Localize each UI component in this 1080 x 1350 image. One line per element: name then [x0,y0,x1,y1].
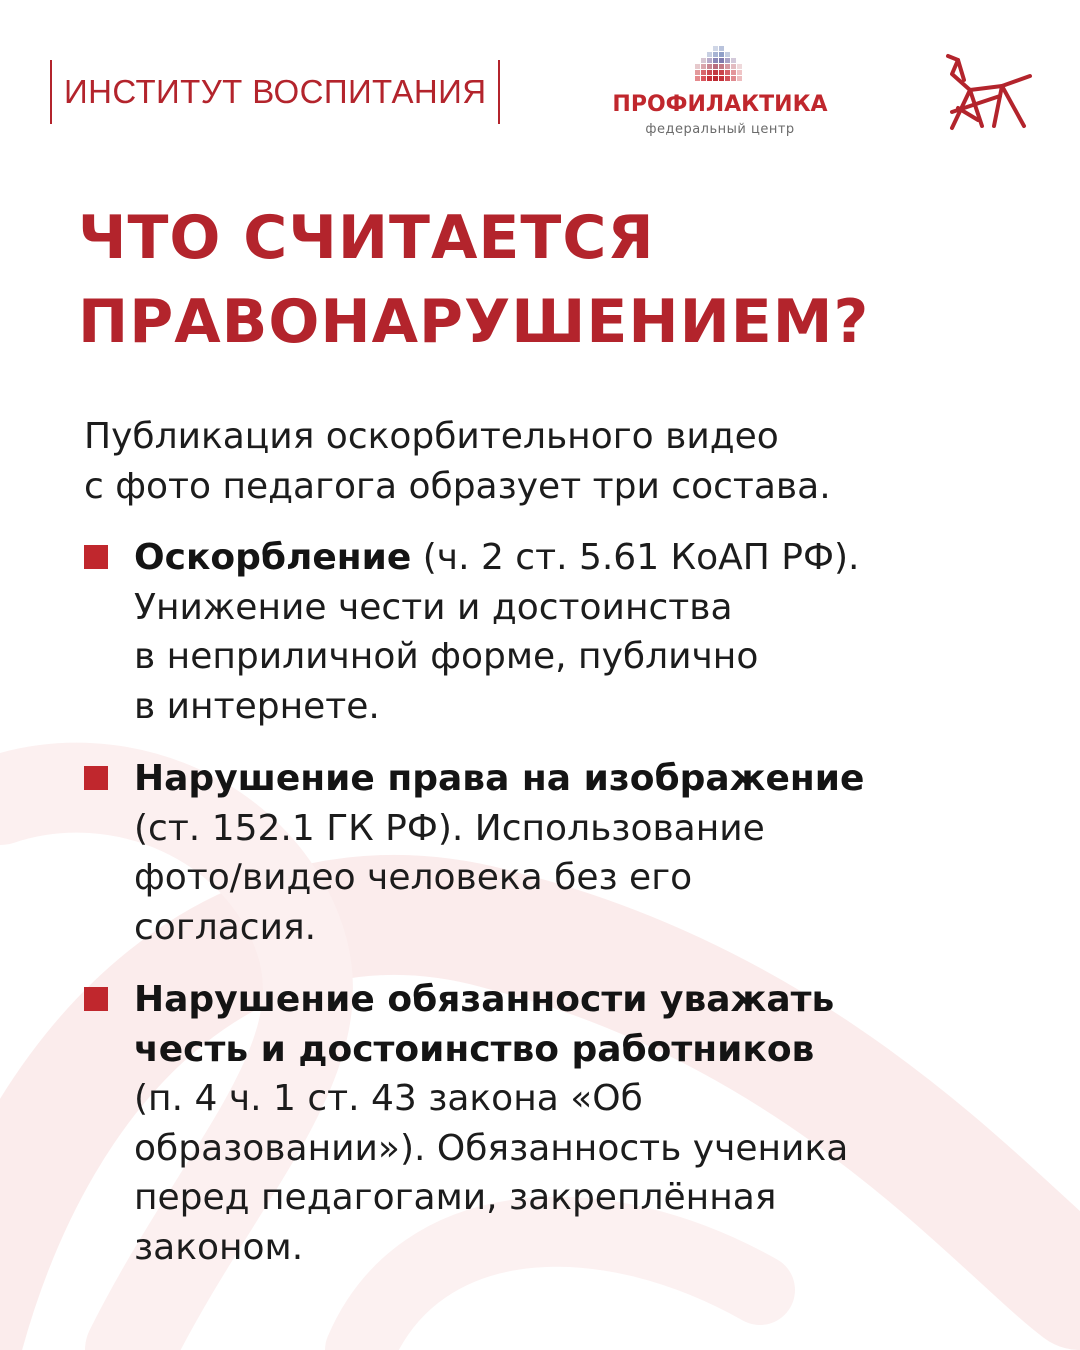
offense-item-text-line: в неприличной форме, публично [134,636,759,677]
page-title-line-2: ПРАВОНАРУШЕНИЕМ? [78,287,870,357]
offense-item-insult [84,533,984,731]
profilaktika-logo-subtitle: федеральный центр [645,122,795,137]
offense-item-heading: Оскорбление [134,537,412,578]
intro-text [84,412,1004,512]
square-bullet-icon [84,545,108,569]
offense-item-heading-line-2: честь и достоинство работников [134,1028,815,1070]
offense-item-text-line: образовании»). Обязанность ученика [134,1127,849,1169]
page-title-line-1: ЧТО СЧИТАЕТСЯ [78,203,655,273]
offense-item-respect-duty [84,975,984,1272]
horse-logo-icon [938,50,1038,134]
offense-item-text-line: (ст. 152.1 ГК РФ). Использование [134,807,765,849]
intro-line-2: с фото педагога образует три состава. [84,466,831,507]
offense-item-heading: Нарушение права на изображение [134,758,865,799]
offense-item-text-line: законом. [134,1226,304,1268]
institute-logo-text: ИНСТИТУТ ВОСПИТАНИЯ [50,60,500,124]
offense-list [84,533,984,1295]
offense-item-text-line: фото/видео человека без его [134,857,693,898]
offense-item-text-line: согласия. [134,906,317,948]
page-title [78,196,1038,364]
offense-item-text-line: в интернете. [134,685,380,727]
offense-item-heading-line [134,533,984,583]
offense-item-reference: (ч. 2 ст. 5.61 КоАП РФ). [411,537,860,578]
square-bullet-icon [84,987,108,1011]
offense-item-text-line: Унижение чести и достоинства [134,586,733,628]
profilaktika-logo-name: ПРОФИЛАКТИКА [612,92,828,117]
pixel-grid-logo-icon [693,46,743,84]
profilaktika-logo [600,44,840,144]
offense-item-text-line: перед педагогами, закреплённая [134,1177,777,1218]
offense-item-text-line: (п. 4 ч. 1 ст. 43 закона «Об [134,1078,643,1119]
offense-item-image-rights [84,754,984,952]
header [0,0,1080,160]
intro-line-1: Публикация оскорбительного видео [84,416,779,457]
offense-item-heading-line-1: Нарушение обязанности уважать [134,979,835,1020]
square-bullet-icon [84,766,108,790]
